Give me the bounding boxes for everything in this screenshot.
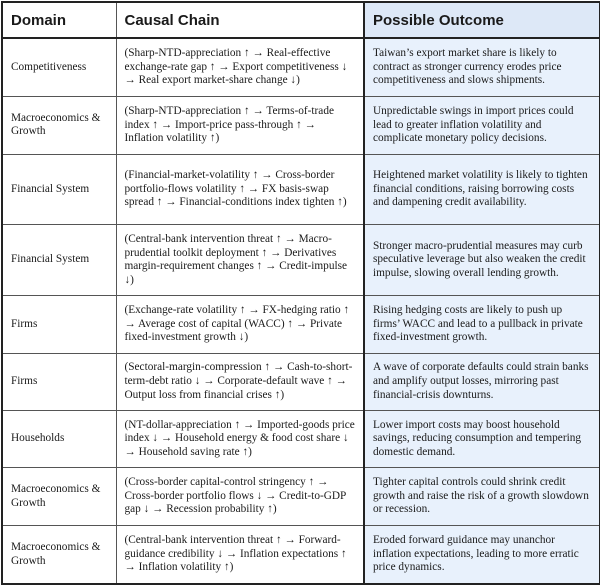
possible-outcome-cell: Taiwan’s export market share is likely to contract as stronger currency erodes price competitiveness and slows shipments. <box>364 38 600 96</box>
causal-chain-cell: (Sharp-NTD-appreciation ↑ → Terms-of-trade index ↑ → Import-price pass-through ↑ → Inflation volatility ↑) <box>116 96 364 154</box>
causal-chain-cell: (Cross-border capital-control stringency ↑ → Cross-border portfolio flows ↓ → Credit-to-GDP gap ↓ → Recession probability ↑) <box>116 468 364 526</box>
domain-cell: Financial System <box>2 154 116 224</box>
table-row <box>2 468 600 526</box>
possible-outcome-cell: Eroded forward guidance may unanchor inflation expectations, leading to more erratic price dynamics. <box>364 526 600 584</box>
domain-cell: Firms <box>2 353 116 410</box>
table-row <box>2 526 600 584</box>
domain-cell: Households <box>2 410 116 467</box>
domain-cell: Macroeconomics & Growth <box>2 468 116 526</box>
causal-chain-cell: (Central-bank intervention threat ↑ → Forward-guidance credibility ↓ → Inflation expectations ↑ → Inflation volatility ↑) <box>116 526 364 584</box>
causal-chain-cell: (Sharp-NTD-appreciation ↑ → Real-effective exchange-rate gap ↑ → Export competitiveness ↓ → Real export market-share change ↓) <box>116 38 364 96</box>
causal-chain-table-container <box>1 1 599 585</box>
table-header-row <box>2 2 600 38</box>
causal-chain-column-header: Causal Chain <box>116 2 364 38</box>
domain-cell: Financial System <box>2 225 116 296</box>
table-row <box>2 410 600 467</box>
table-row <box>2 353 600 410</box>
domain-cell: Competitiveness <box>2 38 116 96</box>
table-row <box>2 96 600 154</box>
possible-outcome-column-header: Possible Outcome <box>364 2 600 38</box>
causal-chain-cell: (Exchange-rate volatility ↑ → FX-hedging ratio ↑ → Average cost of capital (WACC) ↑ → Private fixed-investment growth ↓) <box>116 296 364 353</box>
causal-chain-cell: (Financial-market-volatility ↑ → Cross-border portfolio-flows volatility ↑ → FX basis-swap spread ↑ → Financial-conditions index tighten ↑) <box>116 154 364 224</box>
table-row <box>2 225 600 296</box>
domain-cell: Macroeconomics & Growth <box>2 96 116 154</box>
possible-outcome-cell: Heightened market volatility is likely to tighten financial conditions, raising borrowing costs and dampening credit availability. <box>364 154 600 224</box>
possible-outcome-cell: Stronger macro-prudential measures may curb speculative leverage but also weaken the credit impulse, slowing overall lending growth. <box>364 225 600 296</box>
table-row <box>2 38 600 96</box>
table-row <box>2 154 600 224</box>
domain-column-header: Domain <box>2 2 116 38</box>
domain-cell: Firms <box>2 296 116 353</box>
causal-chain-table <box>1 1 600 585</box>
domain-cell: Macroeconomics & Growth <box>2 526 116 584</box>
causal-chain-cell: (Sectoral-margin-compression ↑ → Cash-to-short-term-debt ratio ↓ → Corporate-default wave ↑ → Output loss from financial crises ↑) <box>116 353 364 410</box>
possible-outcome-cell: Lower import costs may boost household savings, reducing consumption and tempering domestic demand. <box>364 410 600 467</box>
possible-outcome-cell: A wave of corporate defaults could strain banks and amplify output losses, mirroring past financial-crisis downturns. <box>364 353 600 410</box>
possible-outcome-cell: Rising hedging costs are likely to push up firms’ WACC and lead to a pullback in private fixed-investment growth. <box>364 296 600 353</box>
causal-chain-cell: (Central-bank intervention threat ↑ → Macro-prudential toolkit deployment ↑ → Derivatives margin-requirement changes ↑ → Credit-impulse ↓) <box>116 225 364 296</box>
table-row <box>2 296 600 353</box>
possible-outcome-cell: Unpredictable swings in import prices could lead to greater inflation volatility and complicate monetary policy decisions. <box>364 96 600 154</box>
possible-outcome-cell: Tighter capital controls could shrink credit growth and raise the risk of a growth slowdown or recession. <box>364 468 600 526</box>
causal-chain-cell: (NT-dollar-appreciation ↑ → Imported-goods price index ↓ → Household energy & food cost share ↓ → Household saving rate ↑) <box>116 410 364 467</box>
